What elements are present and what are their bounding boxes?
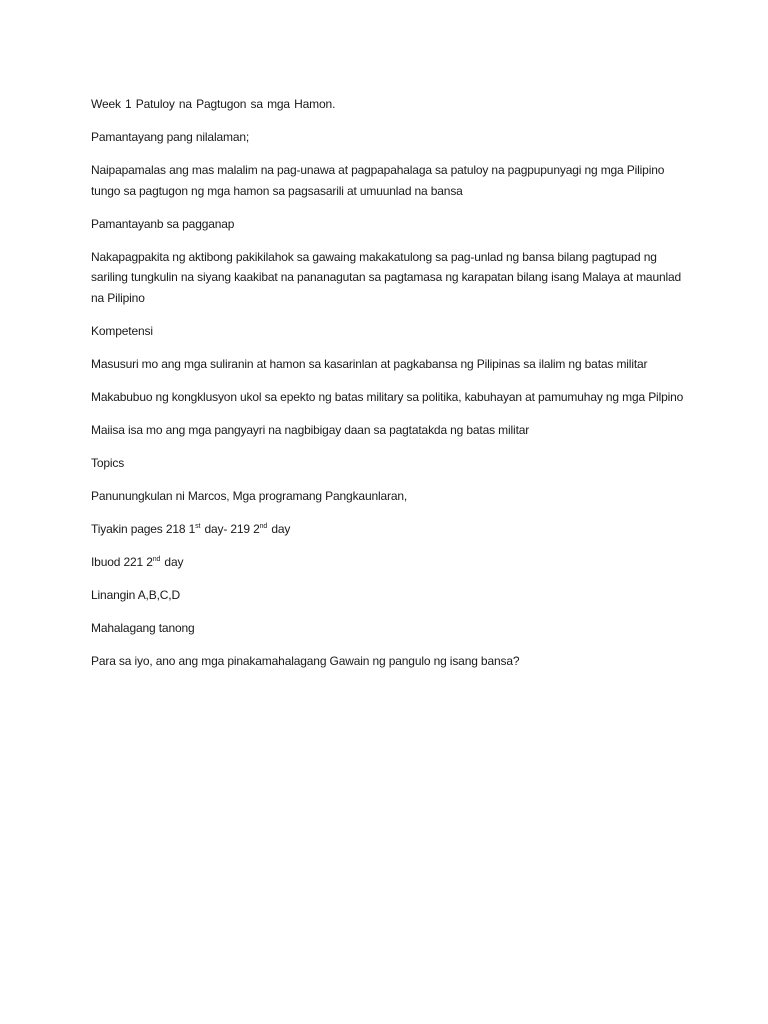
- content-standard-heading: Pamantayang pang nilalaman;: [91, 130, 250, 144]
- tiyakin-line: [91, 519, 691, 540]
- ibuod-line: [91, 552, 691, 573]
- document-title: Week 1 Patuloy na Pagtugon sa mga Hamon.: [91, 97, 336, 111]
- content-standard-text: Naipapamalas ang mas malalim na pag-unawa at pagpapahalaga sa patuloy na pagpupunyagi ng mga Pilipino tungo sa pagtugon ng mga hamon sa pagsasarili at umuunlad na bansa: [91, 163, 665, 198]
- tiyakin-prefix: Tiyakin pages 218 1: [91, 521, 196, 536]
- performance-standard-text: Nakapagpakita ng aktibong pakikilahok sa gawaing makakatulong sa pag-unlad ng bansa bilang pagtupad ng sariling tungkulin na siyang kaakibat na pananagutan sa pagtamasa ng karapatan bilang isang Malaya at maunlad na Pilipino: [91, 249, 682, 305]
- ibuod-suffix: day: [161, 554, 184, 569]
- linangin-line: Linangin A,B,C,D: [91, 587, 180, 602]
- ibuod-prefix: Ibuod 221 2: [91, 554, 153, 569]
- competency-heading: Kompetensi: [91, 323, 153, 338]
- tiyakin-middle: day- 219 2: [201, 521, 260, 536]
- ibuod-ordinal: nd: [152, 555, 161, 563]
- tiyakin-ordinal-2: nd: [259, 522, 268, 530]
- performance-standard-heading: Pamantayanb sa pagganap: [91, 216, 235, 231]
- competency-item: Masusuri mo ang mga suliranin at hamon sa kasarinlan at pagkabansa ng Pilipinas sa ilalim ng batas militar: [91, 356, 648, 371]
- essential-question: Para sa iyo, ano ang mga pinakamahalagang Gawain ng pangulo ng isang bansa?: [91, 653, 520, 668]
- competency-item: Maiisa isa mo ang mga pangyayri na nagbibigay daan sa pagtatakda ng batas militar: [91, 422, 530, 437]
- competency-item: Makabubuo ng kongklusyon ukol sa epekto ng batas military sa politika, kabuhayan at pamumuhay ng mga Pilpino: [91, 389, 684, 404]
- tiyakin-ordinal-1: st: [195, 522, 201, 530]
- topics-text: Panunungkulan ni Marcos, Mga programang Pangkaunlaran,: [91, 488, 408, 503]
- tiyakin-suffix: day: [268, 521, 291, 536]
- topics-heading: Topics: [91, 455, 125, 470]
- essential-question-heading: Mahalagang tanong: [91, 620, 195, 635]
- document-page: [91, 94, 691, 684]
